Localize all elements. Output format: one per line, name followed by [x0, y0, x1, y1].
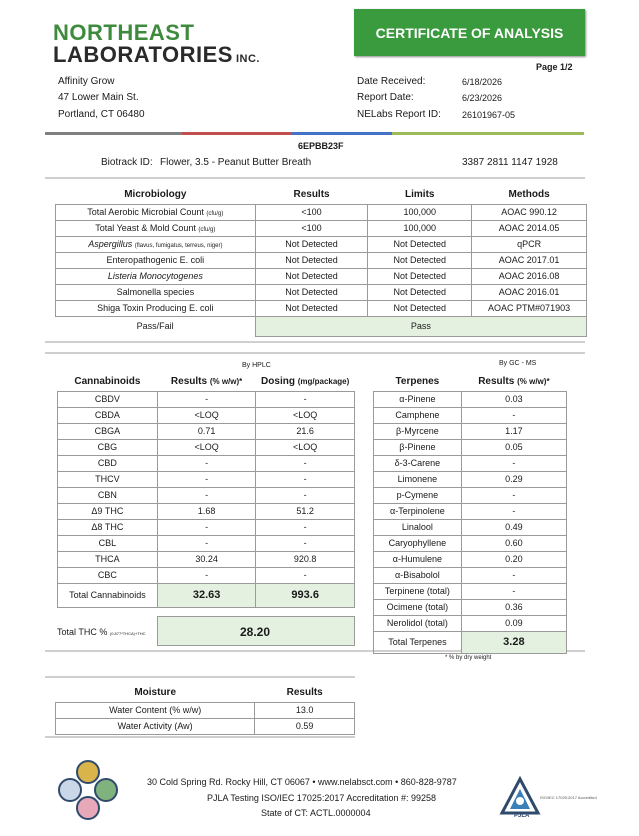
table-row	[374, 391, 567, 407]
micro-name: Salmonella species	[56, 284, 256, 300]
table-row	[56, 252, 587, 268]
date-received-value: 6/18/2026	[462, 77, 503, 87]
micro-method: AOAC 2016.01	[472, 284, 587, 300]
micro-limit: Not Detected	[368, 284, 472, 300]
badge-gold-icon	[76, 760, 100, 784]
terpene-header-results-text: Results	[478, 376, 515, 388]
terpene-name: p-Cymene	[374, 487, 462, 503]
micro-method: AOAC 2017.01	[472, 252, 587, 268]
cannabinoid-name: CBN	[58, 487, 158, 503]
certificate-title: CERTIFICATE OF ANALYSIS	[375, 24, 564, 41]
client-address-2: Portland, CT 06480	[58, 109, 145, 120]
terpene-result: 0.60	[461, 535, 566, 551]
cannabinoid-result: 0.71	[157, 423, 256, 439]
cannabinoid-result: -	[157, 487, 256, 503]
terpene-result: -	[461, 407, 566, 423]
strip-gray	[45, 132, 182, 135]
footer-address: 30 Cold Spring Rd. Rocky Hill, CT 06067 • www.nelabsct.com • 860-828-9787	[147, 777, 457, 787]
pass-fail-label: Pass/Fail	[56, 316, 256, 336]
micro-result: Not Detected	[255, 268, 368, 284]
micro-result: Not Detected	[255, 300, 368, 316]
micro-name	[56, 220, 256, 236]
terpene-result: -	[461, 503, 566, 519]
table-row	[58, 519, 355, 535]
logo-laboratories-text: LABORATORIES	[53, 42, 233, 67]
micro-name: Shiga Toxin Producing E. coli	[56, 300, 256, 316]
micro-name	[56, 204, 256, 220]
cannabinoid-result: -	[157, 471, 256, 487]
micro-method: AOAC 2014.05	[472, 220, 587, 236]
table-row	[58, 567, 355, 583]
cannabinoid-result: -	[157, 535, 256, 551]
cannabinoid-dosing: <LOQ	[256, 407, 355, 423]
page-number: Page 1/2	[536, 62, 573, 72]
cannabinoid-header-results-unit: (% w/w)*	[209, 377, 243, 387]
footer-accreditation: PJLA Testing ISO/IEC 17025:2017 Accreditation #: 99258	[207, 793, 436, 803]
moisture-result: 13.0	[255, 702, 355, 718]
cannabinoid-name: Δ8 THC	[58, 519, 158, 535]
table-row	[58, 535, 355, 551]
certificate-banner	[354, 9, 585, 56]
micro-name-text: Total Aerobic Microbial Count	[87, 207, 204, 217]
table-row	[374, 567, 567, 583]
report-date-value: 6/23/2026	[462, 93, 503, 103]
cannabinoid-dosing: -	[256, 471, 355, 487]
total-cannabinoids-dosing: 993.6	[256, 583, 355, 607]
table-row	[374, 631, 567, 653]
micro-method: qPCR	[472, 236, 587, 252]
micro-method: AOAC PTM#071903	[472, 300, 587, 316]
moisture-name: Water Content (% w/w)	[56, 702, 255, 718]
micro-name-text: Total Yeast & Mold Count	[95, 223, 196, 233]
logo-laboratories	[53, 42, 260, 68]
table-row	[56, 268, 587, 284]
table-row	[58, 407, 355, 423]
total-thc-label-text: Total THC %	[57, 627, 108, 637]
micro-limit: Not Detected	[368, 300, 472, 316]
terpene-header-name: Terpenes	[395, 376, 440, 388]
table-row	[374, 551, 567, 567]
terpene-method: By GC - MS	[499, 360, 537, 367]
pjla-text: PJLA	[514, 813, 530, 819]
accreditation-badges	[58, 760, 118, 822]
terpene-name: α-Pinene	[374, 391, 462, 407]
table-row	[56, 702, 355, 718]
micro-name-text: Aspergillus	[88, 239, 133, 249]
cannabinoid-name: CBD	[58, 455, 158, 471]
total-thc-label	[57, 627, 146, 637]
micro-limit: Not Detected	[368, 268, 472, 284]
cannabinoid-result: -	[157, 391, 256, 407]
terpene-result: -	[461, 567, 566, 583]
table-row	[374, 407, 567, 423]
terpene-name: Linalool	[374, 519, 462, 535]
terpene-name: α-Bisabolol	[374, 567, 462, 583]
table-row	[58, 583, 355, 607]
table-row	[58, 455, 355, 471]
terpene-result: 0.09	[461, 615, 566, 631]
micro-limit: 100,000	[368, 204, 472, 220]
cannabinoid-name: Δ9 THC	[58, 503, 158, 519]
badge-blue-icon	[58, 778, 82, 802]
cannabinoid-header-dosing-text: Dosing	[261, 376, 295, 388]
moisture-table	[55, 684, 355, 735]
terpene-result: -	[461, 487, 566, 503]
cannabinoid-name: CBG	[58, 439, 158, 455]
terpene-result: 0.29	[461, 471, 566, 487]
pass-fail-value: Pass	[255, 316, 586, 336]
cannabinoid-dosing: -	[256, 487, 355, 503]
terpene-result: 0.36	[461, 599, 566, 615]
micro-unit: (cfu/g)	[206, 211, 224, 217]
total-terpenes-label: Total Terpenes	[374, 631, 462, 653]
table-row	[58, 439, 355, 455]
table-row	[374, 423, 567, 439]
moisture-result: 0.59	[255, 718, 355, 734]
terpene-result: 0.20	[461, 551, 566, 567]
cannabinoid-header-dosing	[256, 373, 355, 391]
client-address-1: 47 Lower Main St.	[58, 92, 139, 103]
cannabinoid-result: 30.24	[157, 551, 256, 567]
micro-result: <100	[255, 220, 368, 236]
terpene-name: β-Pinene	[374, 439, 462, 455]
table-row	[58, 487, 355, 503]
dry-weight-footnote: * % by dry weight	[445, 655, 492, 661]
micro-method: AOAC 2016.08	[472, 268, 587, 284]
cannabinoid-dosing: 51.2	[256, 503, 355, 519]
table-row	[58, 391, 355, 407]
terpene-name: α-Humulene	[374, 551, 462, 567]
terpene-result: -	[461, 583, 566, 599]
cannabinoid-header-results	[157, 373, 256, 391]
table-row	[56, 316, 587, 336]
micro-result: Not Detected	[255, 252, 368, 268]
table-row	[374, 615, 567, 631]
micro-header-results: Results	[293, 189, 330, 201]
table-row	[56, 236, 587, 252]
table-row	[374, 455, 567, 471]
table-row	[56, 300, 587, 316]
cannabinoid-table	[57, 373, 355, 608]
sample-code: 6EPBB23F	[298, 141, 344, 151]
strip-blue	[292, 132, 392, 135]
cannabinoid-dosing: -	[256, 455, 355, 471]
strip-red	[182, 132, 292, 135]
logo-northeast: NORTHEAST	[53, 20, 195, 45]
total-thc-value: 28.20	[240, 625, 271, 639]
cannabinoid-result: -	[157, 519, 256, 535]
table-row	[56, 204, 587, 220]
cannabinoid-method: By HPLC	[242, 362, 271, 369]
table-row	[374, 583, 567, 599]
cannabinoid-result: <LOQ	[157, 407, 256, 423]
cannabinoid-dosing: -	[256, 567, 355, 583]
total-thc-formula: (0.877*THCA)+THC	[109, 631, 146, 636]
table-row	[374, 503, 567, 519]
cannabinoid-name: CBL	[58, 535, 158, 551]
iso-accredited-text: ISO/IEC 17025:2017 Accredited	[540, 795, 597, 800]
terpene-name: Limonene	[374, 471, 462, 487]
total-cannabinoids-label: Total Cannabinoids	[58, 583, 158, 607]
biotrack-label: Biotrack ID:	[101, 157, 153, 168]
micro-limit: Not Detected	[368, 252, 472, 268]
badge-green-icon	[94, 778, 118, 802]
moisture-header-name: Moisture	[134, 687, 177, 699]
table-row	[374, 487, 567, 503]
cannabinoid-name: THCV	[58, 471, 158, 487]
terpene-result: 0.05	[461, 439, 566, 455]
footer-state-license: State of CT: ACTL.0000004	[261, 808, 371, 818]
table-row	[58, 423, 355, 439]
cannabinoid-header-results-text: Results	[170, 376, 208, 388]
table-row	[56, 718, 355, 734]
micro-unit: (cfu/g)	[198, 227, 216, 233]
terpene-result: 0.49	[461, 519, 566, 535]
micro-method: AOAC 990.12	[472, 204, 587, 220]
cannabinoid-name: THCA	[58, 551, 158, 567]
micro-result: Not Detected	[255, 284, 368, 300]
report-id-value: 26101967-05	[462, 110, 516, 120]
cannabinoid-header-name: Cannabinoids	[74, 376, 141, 388]
table-row	[374, 519, 567, 535]
micro-name: Enteropathogenic E. coli	[56, 252, 256, 268]
terpene-name: Ocimene (total)	[374, 599, 462, 615]
table-row	[56, 220, 587, 236]
micro-limit: 100,000	[368, 220, 472, 236]
terpene-name: Caryophyllene	[374, 535, 462, 551]
terpene-header-results-unit: (% w/w)*	[517, 377, 550, 387]
cannabinoid-name: CBC	[58, 567, 158, 583]
cannabinoid-result: -	[157, 455, 256, 471]
terpene-table	[373, 373, 567, 654]
moisture-name: Water Activity (Aw)	[56, 718, 255, 734]
moisture-header-results: Results	[286, 687, 323, 699]
micro-header-limits: Limits	[405, 189, 435, 201]
terpene-header-results	[461, 373, 566, 391]
cannabinoid-result: 1.68	[157, 503, 256, 519]
microbiology-table	[55, 186, 587, 337]
client-name: Affinity Grow	[58, 76, 115, 87]
terpene-name: Terpinene (total)	[374, 583, 462, 599]
micro-header-name: Microbiology	[124, 189, 187, 201]
cannabinoid-header-dosing-unit: (mg/package)	[297, 377, 350, 387]
total-cannabinoids-result: 32.63	[157, 583, 256, 607]
table-row	[374, 535, 567, 551]
table-row	[58, 471, 355, 487]
strip-green	[392, 132, 584, 135]
terpene-name: Nerolidol (total)	[374, 615, 462, 631]
table-row	[374, 599, 567, 615]
terpene-result: 1.17	[461, 423, 566, 439]
cannabinoid-dosing: 920.8	[256, 551, 355, 567]
table-row	[56, 284, 587, 300]
micro-unit: (flavus, fumigatus, terreus, niger)	[134, 243, 223, 249]
badge-pink-icon	[76, 796, 100, 820]
cannabinoid-result: -	[157, 567, 256, 583]
cannabinoid-dosing: -	[256, 519, 355, 535]
terpene-name: α-Terpinolene	[374, 503, 462, 519]
micro-name: Listeria Monocytogenes	[56, 268, 256, 284]
cannabinoid-dosing: -	[256, 391, 355, 407]
micro-header-methods: Methods	[508, 189, 550, 201]
biotrack-number: 3387 2811 1147 1928	[462, 157, 558, 168]
logo-inc: INC.	[235, 53, 260, 65]
total-terpenes-value: 3.28	[461, 631, 566, 653]
micro-limit: Not Detected	[368, 236, 472, 252]
table-row	[58, 503, 355, 519]
terpene-name: Camphene	[374, 407, 462, 423]
terpene-name: δ-3-Carene	[374, 455, 462, 471]
cannabinoid-name: CBGA	[58, 423, 158, 439]
terpene-result: -	[461, 455, 566, 471]
micro-result: Not Detected	[255, 236, 368, 252]
table-row	[58, 551, 355, 567]
cannabinoid-dosing: 21.6	[256, 423, 355, 439]
micro-name	[56, 236, 256, 252]
cannabinoid-dosing: -	[256, 535, 355, 551]
cannabinoid-name: CBDV	[58, 391, 158, 407]
terpene-name: β-Myrcene	[374, 423, 462, 439]
micro-result: <100	[255, 204, 368, 220]
cannabinoid-name: CBDA	[58, 407, 158, 423]
report-date-label: Report Date:	[357, 92, 414, 103]
cannabinoid-result: <LOQ	[157, 439, 256, 455]
date-received-label: Date Received:	[357, 76, 426, 87]
terpene-result: 0.03	[461, 391, 566, 407]
pjla-logo	[498, 773, 597, 821]
report-id-label: NELabs Report ID:	[357, 109, 441, 120]
table-row	[374, 471, 567, 487]
table-row	[374, 439, 567, 455]
cannabinoid-dosing: <LOQ	[256, 439, 355, 455]
biotrack-name: Flower, 3.5 - Peanut Butter Breath	[160, 157, 312, 168]
